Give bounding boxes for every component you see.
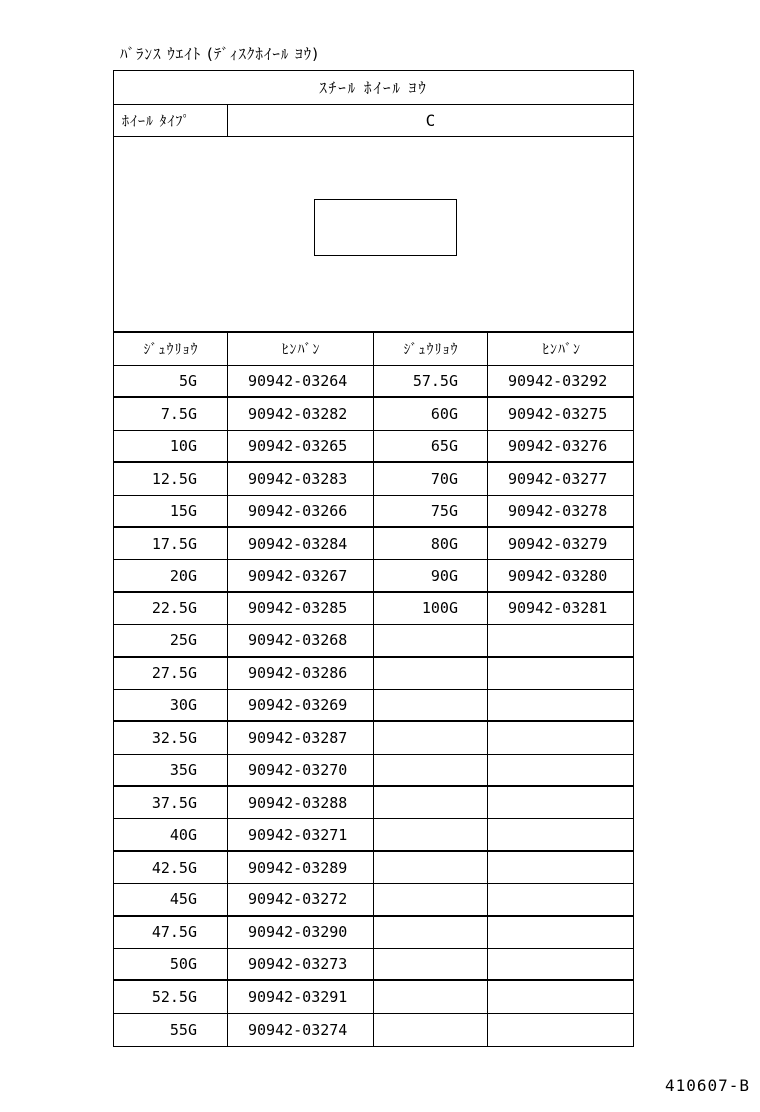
part-number-cell: 90942-03268	[248, 631, 348, 650]
part-number-cell: 90942-03274	[248, 1021, 348, 1039]
weight-cell: 70G	[430, 469, 458, 488]
part-number-cell: 90942-03266	[248, 501, 348, 520]
weight-cell: 75G	[430, 501, 458, 520]
part-number-cell: 90942-03270	[248, 760, 348, 779]
table-row	[114, 690, 633, 722]
part-number-cell: 90942-03290	[248, 923, 348, 942]
table-row	[114, 949, 633, 981]
part-number-cell	[508, 852, 618, 883]
drawing-code: 410607-B	[664, 1076, 750, 1095]
table-row	[114, 463, 633, 495]
illustration-area	[114, 137, 633, 333]
part-number-cell: 90942-03273	[248, 955, 348, 974]
table-header: ｽﾁｰﾙ ﾎｲｰﾙ ﾖｳ	[114, 71, 633, 105]
part-number-cell	[508, 722, 618, 753]
wheel-type-value: C	[425, 111, 436, 130]
weight-diagram	[314, 199, 457, 256]
part-number-cell: 90942-03267	[248, 566, 348, 585]
weight-cell: 80G	[430, 534, 458, 553]
table-row	[114, 787, 633, 819]
document-title: ﾊﾞﾗﾝｽ ｳｴｲﾄ (ﾃﾞｨｽｸﾎｲｰﾙ ﾖｳ)	[120, 45, 320, 63]
weight-cell: 37.5G	[151, 793, 197, 812]
part-number-cell: 90942-03264	[248, 372, 348, 391]
table-row	[114, 722, 633, 754]
part-number-cell	[508, 917, 618, 948]
part-number-cell	[508, 787, 618, 818]
column-header-part-number-2: ﾋﾝﾊﾞﾝ	[542, 342, 581, 358]
part-number-cell: 90942-03265	[248, 436, 348, 455]
weight-cell: 17.5G	[151, 534, 197, 553]
weight-cell: 5G	[178, 372, 197, 391]
weight-cell	[374, 917, 458, 948]
column-header-weight-2: ｼﾞｭｳﾘｮｳ	[403, 342, 459, 358]
part-number-cell: 90942-03287	[248, 728, 348, 747]
table-row	[114, 658, 633, 690]
table-row	[114, 884, 633, 916]
weight-cell: 65G	[430, 436, 458, 455]
part-number-cell: 90942-03285	[248, 599, 348, 618]
part-number-cell	[508, 1014, 618, 1046]
part-number-cell	[508, 884, 618, 914]
table-row	[114, 852, 633, 884]
part-number-cell: 90942-03291	[248, 988, 348, 1007]
weight-cell: 10G	[169, 436, 197, 455]
part-number-cell: 90942-03279	[508, 534, 608, 553]
weight-cell: 55G	[169, 1021, 197, 1039]
part-number-cell: 90942-03272	[248, 890, 348, 909]
weight-cell	[374, 787, 458, 818]
part-number-cell	[508, 658, 618, 689]
part-number-cell: 90942-03284	[248, 534, 348, 553]
weight-cell: 15G	[169, 501, 197, 520]
part-number-cell: 90942-03282	[248, 405, 348, 424]
part-number-cell: 90942-03281	[508, 599, 608, 618]
table-row	[114, 981, 633, 1013]
weight-cell	[374, 722, 458, 753]
column-header-part-number-1: ﾋﾝﾊﾞﾝ	[281, 342, 321, 358]
weight-cell	[374, 819, 458, 849]
weight-cell: 45G	[169, 890, 197, 909]
part-number-cell: 90942-03276	[508, 436, 608, 455]
weight-cell: 22.5G	[151, 599, 197, 618]
table-row	[114, 366, 633, 398]
table-row	[114, 1014, 633, 1046]
table-row	[114, 560, 633, 592]
table-row	[114, 625, 633, 657]
weight-cell: 12.5G	[151, 469, 197, 488]
table-row	[114, 528, 633, 560]
table-row	[114, 819, 633, 851]
weight-cell: 60G	[430, 405, 458, 424]
table-row	[114, 496, 633, 528]
part-number-cell	[508, 625, 618, 655]
weight-cell	[374, 625, 458, 655]
weight-cell: 52.5G	[151, 988, 197, 1007]
parts-table	[113, 70, 634, 1047]
table-row	[114, 917, 633, 949]
weight-cell: 30G	[169, 696, 197, 715]
weight-cell: 57.5G	[412, 372, 458, 391]
table-body	[114, 366, 633, 1046]
weight-cell: 100G	[421, 599, 458, 618]
part-number-cell	[508, 755, 618, 785]
part-number-cell	[508, 981, 618, 1012]
wheel-type-label: ﾎｲｰﾙ ﾀｲﾌﾟ	[114, 105, 228, 136]
part-number-cell: 90942-03271	[248, 825, 348, 844]
part-number-cell	[508, 690, 618, 720]
part-number-cell: 90942-03283	[248, 469, 348, 488]
wheel-type-row	[114, 105, 633, 137]
column-header-weight-1: ｼﾞｭｳﾘｮｳ	[143, 342, 199, 358]
weight-cell: 90G	[430, 566, 458, 585]
weight-cell: 35G	[169, 760, 197, 779]
part-number-cell: 90942-03278	[508, 501, 608, 520]
weight-cell: 47.5G	[151, 923, 197, 942]
part-number-cell: 90942-03292	[508, 372, 608, 391]
weight-cell	[374, 852, 458, 883]
table-row	[114, 431, 633, 463]
weight-cell: 27.5G	[151, 664, 197, 683]
weight-cell	[374, 884, 458, 914]
part-number-cell: 90942-03269	[248, 696, 348, 715]
weight-cell	[374, 981, 458, 1012]
weight-cell	[374, 690, 458, 720]
part-number-cell: 90942-03288	[248, 793, 348, 812]
weight-cell: 7.5G	[160, 405, 197, 424]
weight-cell	[374, 1014, 458, 1046]
part-number-cell: 90942-03289	[248, 858, 348, 877]
part-number-cell: 90942-03280	[508, 566, 608, 585]
table-row	[114, 398, 633, 430]
part-number-cell	[508, 819, 618, 849]
weight-cell: 20G	[169, 566, 197, 585]
part-number-cell: 90942-03275	[508, 405, 608, 424]
part-number-cell: 90942-03286	[248, 664, 348, 683]
table-row	[114, 593, 633, 625]
part-number-cell	[508, 949, 618, 979]
weight-cell: 40G	[169, 825, 197, 844]
table-row	[114, 755, 633, 787]
weight-cell: 42.5G	[151, 858, 197, 877]
weight-cell	[374, 949, 458, 979]
weight-cell	[374, 658, 458, 689]
weight-cell: 25G	[169, 631, 197, 650]
weight-cell	[374, 755, 458, 785]
weight-cell: 50G	[169, 955, 197, 974]
part-number-cell: 90942-03277	[508, 469, 608, 488]
weight-cell: 32.5G	[151, 728, 197, 747]
